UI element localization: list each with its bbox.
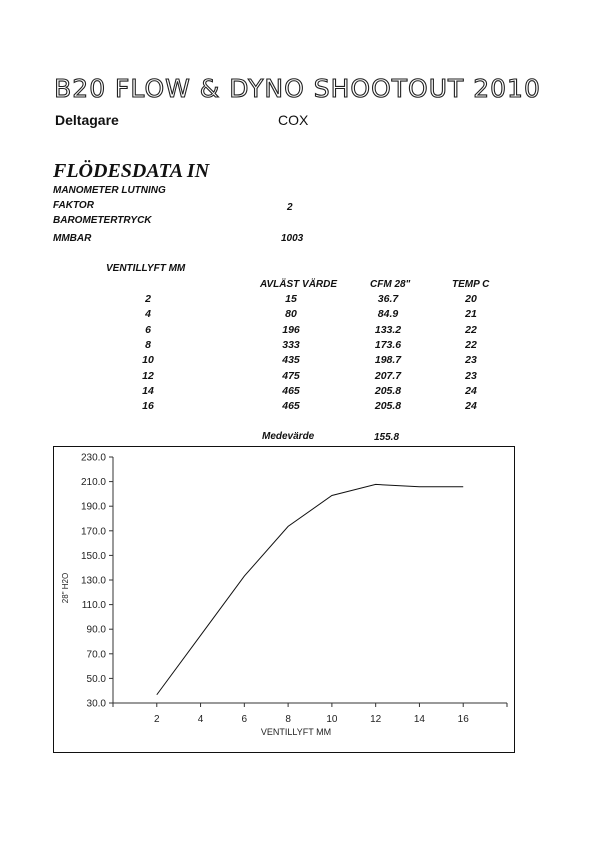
y-tick-label: 90.0 (86, 624, 106, 636)
lift-header: VENTILLYFT MM (106, 263, 186, 274)
participant-value: COX (278, 112, 309, 128)
cell-read: 80 (285, 308, 297, 321)
y-tick-label: 170.0 (80, 526, 106, 538)
x-tick-label: 12 (370, 714, 382, 725)
cell-lift: 10 (142, 354, 154, 367)
cell-cfm: 198.7 (374, 354, 402, 367)
barometer-label: BAROMETERTRYCK (53, 215, 152, 226)
y-tick-label: 210.0 (80, 477, 106, 489)
mmbar-label: MMBAR (53, 233, 92, 244)
cell-temp: 24 (465, 384, 477, 397)
x-tick-label: 6 (241, 714, 248, 725)
cell-temp: 22 (465, 323, 477, 336)
cell-read: 333 (282, 338, 300, 351)
x-tick-label: 8 (285, 714, 291, 725)
y-tick-label: 50.0 (86, 673, 106, 685)
x-tick-label: 10 (326, 714, 338, 725)
x-tick-label: 16 (457, 714, 469, 725)
x-tick-label: 2 (153, 714, 160, 725)
cell-cfm: 36.7 (377, 293, 399, 305)
chart-frame (53, 446, 515, 753)
column-header-read: AVLÄST VÄRDE (260, 279, 338, 290)
column-header-cfm: CFM 28" (370, 279, 411, 290)
participant-label: Deltagare (55, 112, 119, 128)
cell-cfm: 133.2 (374, 323, 402, 336)
cell-temp: 22 (465, 338, 477, 351)
flow-series-line (157, 484, 463, 694)
y-tick-label: 150.0 (80, 550, 106, 562)
cell-temp: 21 (465, 308, 477, 321)
cell-read: 465 (282, 384, 300, 397)
cell-read: 15 (285, 293, 297, 305)
y-tick-label: 70.0 (86, 649, 106, 661)
column-header-temp: TEMP C (452, 279, 490, 290)
cell-temp: 24 (465, 400, 477, 413)
cell-lift: 12 (142, 369, 154, 382)
cell-read: 435 (282, 354, 300, 367)
y-tick-label: 190.0 (80, 501, 106, 513)
cell-read: 475 (282, 369, 300, 382)
manometer-label: MANOMETER LUTNING (53, 185, 166, 196)
cell-temp: 23 (465, 354, 477, 367)
cell-lift: 16 (142, 400, 154, 413)
x-tick-label: 14 (413, 714, 426, 725)
mmbar-value: 1003 (281, 233, 304, 244)
cell-cfm: 205.8 (374, 384, 402, 397)
cell-cfm: 207.7 (374, 369, 402, 382)
y-axis-title: 28" H2O (61, 572, 70, 604)
cell-lift: 14 (142, 384, 154, 397)
flow-chart (54, 447, 514, 752)
page-title: B20 FLOW & DYNO SHOOTOUT 2010 (54, 74, 541, 103)
cell-lift: 8 (145, 338, 151, 351)
cell-lift: 6 (145, 323, 151, 336)
cell-temp: 20 (465, 293, 477, 305)
y-tick-label: 110.0 (81, 600, 106, 612)
x-tick-label: 4 (197, 714, 204, 725)
faktor-label: FAKTOR (53, 200, 94, 211)
cell-lift: 2 (145, 293, 151, 305)
faktor-value: 2 (287, 202, 293, 213)
cell-read: 196 (282, 323, 300, 336)
y-tick-label: 130.0 (80, 575, 106, 587)
cell-cfm: 173.6 (374, 338, 402, 351)
average-label: Medevärde (262, 431, 315, 442)
cell-read: 465 (282, 400, 300, 413)
y-tick-label: 230.0 (80, 452, 106, 464)
cell-lift: 4 (145, 308, 151, 321)
average-value: 155.8 (374, 432, 400, 443)
cell-temp: 23 (465, 369, 477, 382)
y-tick-label: 30.0 (86, 698, 106, 710)
section-title: FLÖDESDATA IN (53, 160, 210, 182)
cell-cfm: 84.9 (377, 308, 399, 321)
x-axis-title: VENTILLYFT MM (260, 727, 332, 737)
cell-cfm: 205.8 (374, 400, 402, 413)
